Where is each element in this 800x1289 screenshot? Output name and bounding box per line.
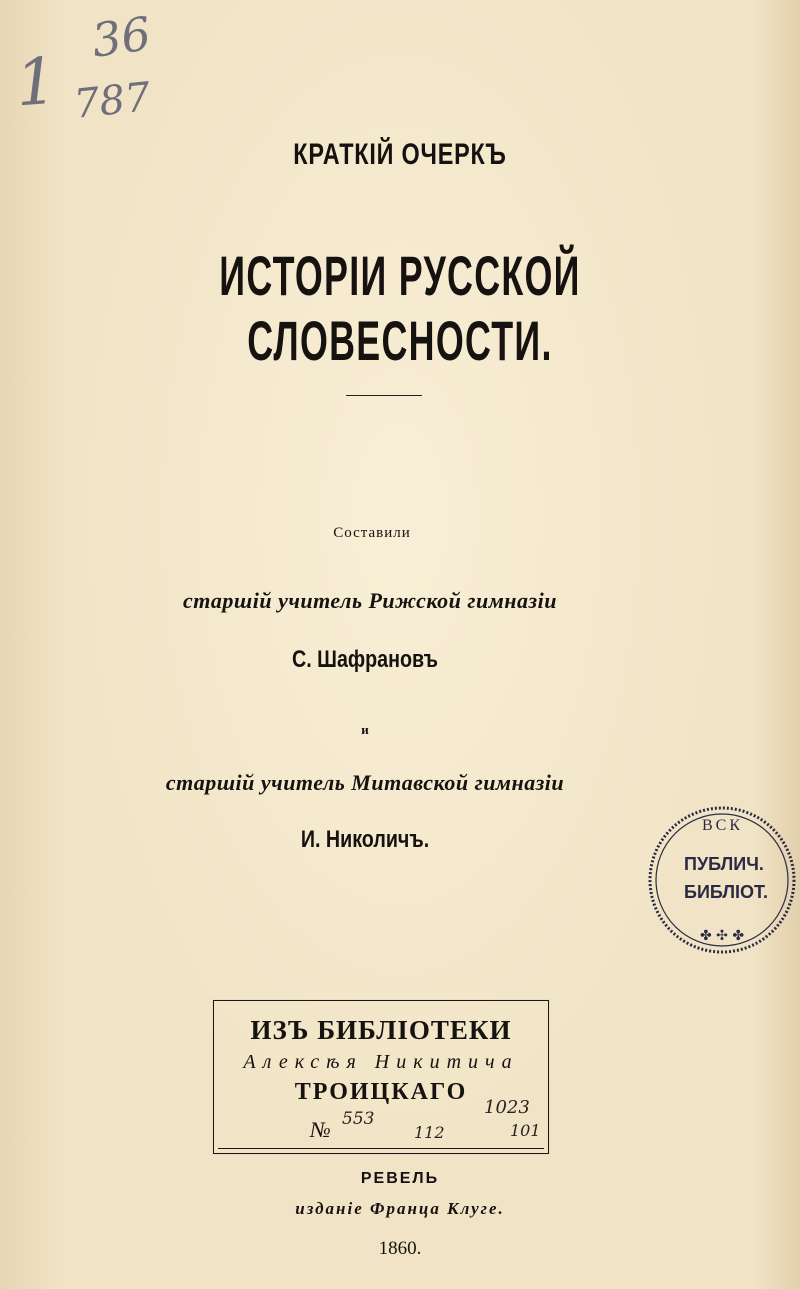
handwritten-number-2: 112 [414,1123,445,1142]
bookplate-line-3: ТРОИЦКАГО [294,1079,468,1105]
bookplate-number-label: № [310,1117,331,1142]
stamp-arc-text: ВСК [702,817,744,834]
pencil-mark-side: 1 [13,44,60,122]
author2-role: старшій учитель Митавской гимназіи [165,770,565,795]
bookplate-line-1: ИЗЪ БИБЛІОТЕКИ [250,1015,512,1045]
compiled-by: Составили [333,525,411,541]
title-line-1: КРАТКІЙ ОЧЕРКЪ [293,138,507,171]
author2-name: И. Николичъ. [300,826,430,853]
handwritten-number-4: 101 [510,1121,541,1140]
author1-role: старшій учитель Рижской гимназіи [183,588,557,613]
stamp-ornament: ✤ ✣ ✤ [700,928,745,944]
stamp-line-1: ПУБЛИЧ. [684,854,764,874]
bookplate [213,1000,549,1154]
title-line-2: ИСТОРІИ РУССКОЙ СЛОВЕСНОСТИ. [219,244,581,372]
library-stamp [640,800,800,960]
handwritten-number-1: 553 [342,1109,375,1129]
bookplate-line-2: Алексѣя Никитича [243,1051,519,1073]
handwritten-number-3: 1023 [484,1097,530,1118]
publisher: изданіе Франца Клуге. [295,1199,505,1218]
title-divider [346,395,422,396]
bookplate-inner-frame [218,1005,544,1149]
pencil-mark-top: 36 [88,6,155,68]
pencil-mark-mid: 787 [71,74,153,128]
publication-year: 1860. [378,1238,422,1259]
place-of-publication: РЕВЕЛЬ [360,1170,440,1187]
author1-name: С. Шафрановъ [292,646,438,673]
conjunction: и [361,722,369,737]
stamp-line-2: БИБЛІОТ. [684,882,768,902]
